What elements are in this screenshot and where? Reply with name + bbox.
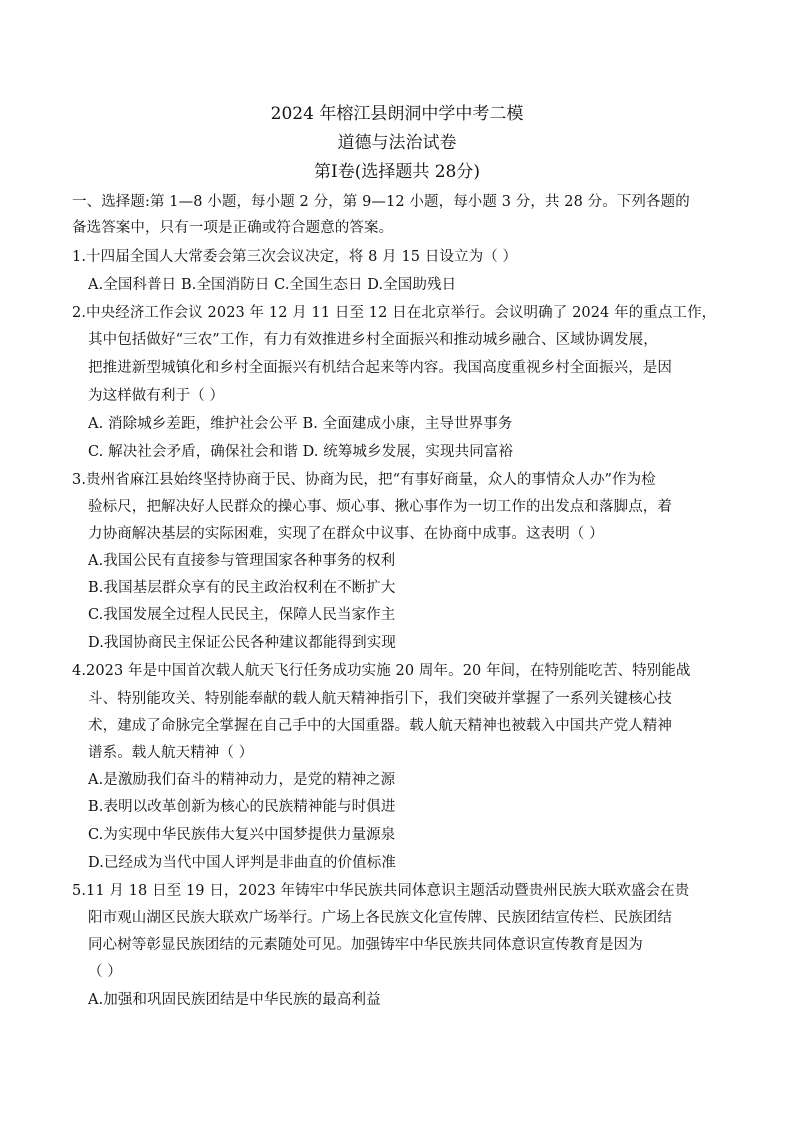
question-2-stem: 其中包括做好“三农”工作，有力有效推进乡村全面振兴和推动城乡融合、区域协调发展，: [88, 332, 658, 348]
instructions-line: 一、选择题:第 1—8 小题，每小题 2 分，第 9—12 小题，每小题 3 分，共 28 分。下列各题的: [72, 194, 690, 210]
question-5-stem: （ ）: [88, 964, 122, 980]
question-5-stem: 同心树等彰显民族团结的元素随处可见。加强铸牢中华民族共同体意识宣传教育是因为: [88, 937, 643, 953]
question-4-stem: 术，建成了命脉完全掌握在自己手中的大国重器。载人航天精神也被载入中国共产党人精神: [88, 718, 672, 734]
question-4-option-a: A.是激励我们奋斗的精神动力，是党的精神之源: [88, 772, 396, 788]
question-4-option-c: C.为实现中华民族伟大复兴中国梦提供力量源泉: [88, 827, 396, 843]
instructions-line: 备选答案中，只有一项是正确或符合题意的答案。: [72, 220, 394, 236]
question-2-stem: 2.中央经济工作会议 2023 年 12 月 11 日至 12 日在北京举行。会议明确了 2024 年的重点工作，: [72, 305, 717, 321]
question-2-stem: 把推进新型城镇化和乡村全面振兴有机结合起来等内容。我国高度重视乡村全面振兴，是因: [88, 360, 672, 376]
question-3-option-c: C.我国发展全过程人民民主，保障人民当家作主: [88, 607, 396, 623]
question-3-option-a: A.我国公民有直接参与管理国家各种事务的权利: [88, 553, 396, 569]
question-5-option-a: A.加强和巩固民族团结是中华民族的最高利益: [88, 992, 381, 1008]
question-2-option-row: A. 消除城乡差距，维护社会公平 B. 全面建成小康，主导世界事务: [88, 416, 513, 432]
exam-title: 2024 年榕江县朗洞中学中考二模: [270, 104, 524, 124]
question-2-option-row: C. 解决社会矛盾，确保社会和谐 D. 统筹城乡发展，实现共同富裕: [88, 444, 514, 460]
question-3-stem: 力协商解决基层的实际困难，实现了在群众中议事、在协商中成事。这表明（ ）: [88, 526, 604, 542]
exam-subject: 道德与法治试卷: [337, 133, 457, 153]
question-2-stem: 为这样做有利于（ ）: [88, 388, 225, 404]
question-4-stem: 谱系。载人航天精神（ ）: [88, 745, 254, 761]
question-3-option-b: B.我国基层群众享有的民主政治权利在不断扩大: [88, 580, 396, 596]
question-1-options: A.全国科普日 B.全国消防日 C.全国生态日 D.全国助残日: [88, 277, 457, 293]
question-3-option-d: D.我国协商民主保证公民各种建议都能得到实现: [88, 635, 396, 651]
question-1-stem: 1.十四届全国人大常委会第三次会议决定，将 8 月 15 日设立为（ ）: [72, 249, 518, 265]
question-5-stem: 5.11 月 18 日至 19 日，2023 年铸牢中华民族共同体意识主题活动暨贵州民族大联欢盛会在贵: [72, 883, 690, 899]
question-3-stem: 验标尺，把解决好人民群众的操心事、烦心事、揪心事作为一切工作的出发点和落脚点，着: [88, 499, 672, 515]
question-4-option-d: D.已经成为当代中国人评判是非曲直的价值标准: [88, 855, 396, 871]
question-5-stem: 阳市观山湖区民族大联欢广场举行。广场上各民族文化宣传牌、民族团结宣传栏、民族团结: [88, 910, 672, 926]
exam-part-heading: 第Ⅰ卷(选择题共 28分): [313, 162, 480, 182]
question-4-stem: 4.2023 年是中国首次载人航天飞行任务成功实施 20 周年。20 年间，在特别能吃苦、特别能战: [72, 663, 691, 679]
question-3-stem: 3.贵州省麻江县始终坚持协商于民、协商为民，把“有事好商量，众人的事情众人办”作为检: [72, 472, 656, 488]
question-4-option-b: B.表明以改革创新为核心的民族精神能与时俱进: [88, 799, 396, 815]
question-4-stem: 斗、特别能攻关、特别能奉献的载人航天精神指引下，我们突破并掌握了一系列关键核心技: [88, 691, 672, 707]
